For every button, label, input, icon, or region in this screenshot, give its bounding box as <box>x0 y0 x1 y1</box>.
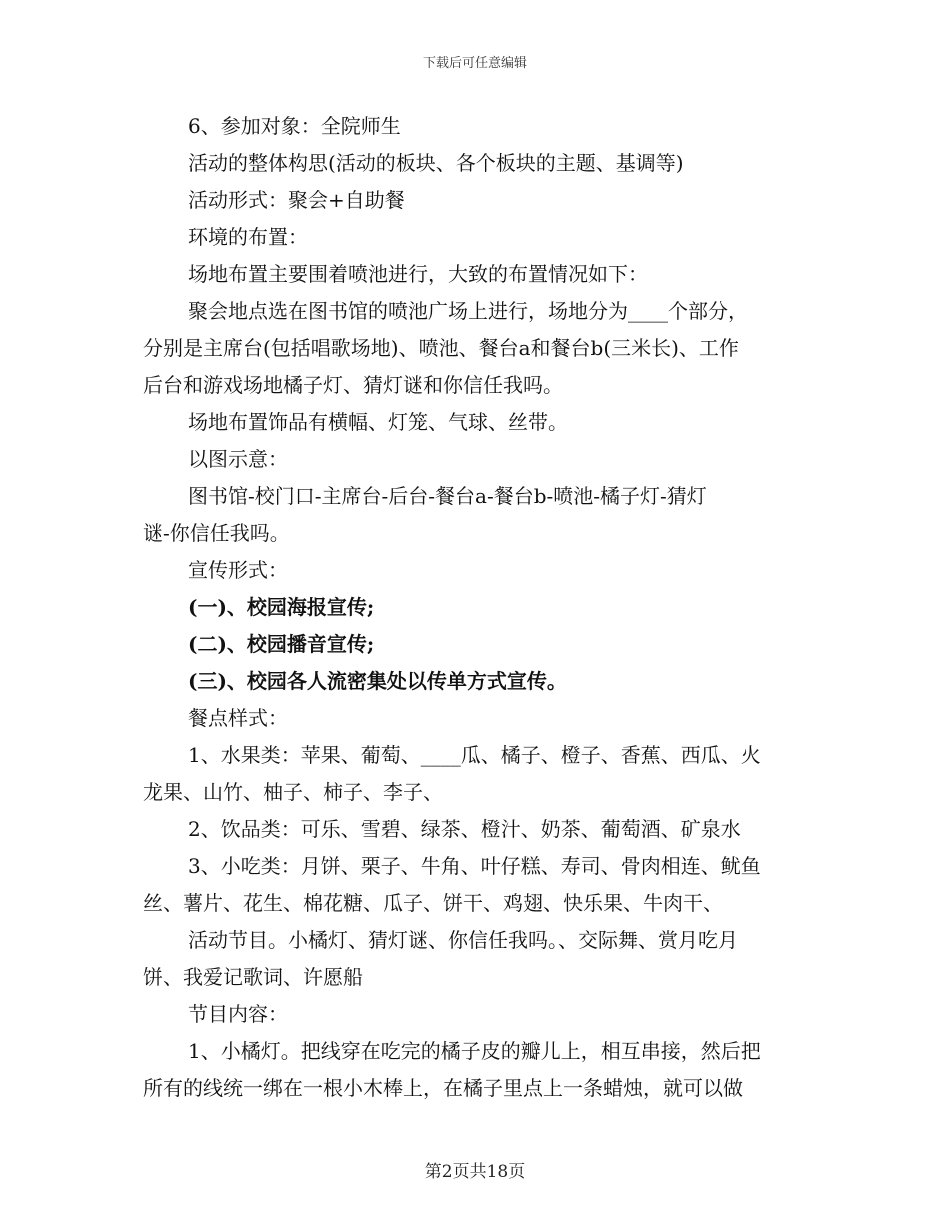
paragraph-line: 1、水果类：苹果、葡萄、____瓜、橘子、橙子、香蕉、西瓜、火 <box>188 743 761 767</box>
paragraph <box>143 145 811 182</box>
paragraph-line: 环境的布置： <box>188 225 308 249</box>
paragraph-line: 龙果、山竹、柚子、柿子、李子、 <box>143 780 443 804</box>
paragraph-line: 活动的整体构思(活动的板块、各个板块的主题、基调等) <box>188 151 684 175</box>
paragraph-line: 活动形式：聚会+自助餐 <box>188 188 405 212</box>
paragraph <box>143 626 811 663</box>
page-header: 下载后可任意编辑 <box>422 56 527 71</box>
paragraph-line: 场地布置饰品有横幅、灯笼、气球、丝带。 <box>188 410 568 434</box>
paragraph-line: 丝、薯片、花生、棉花糖、瓜子、饼干、鸡翅、快乐果、牛肉干、 <box>143 891 723 915</box>
paragraph-line: 所有的线统一绑在一根小木棒上，在橘子里点上一条蜡烛，就可以做 <box>143 1076 743 1100</box>
paragraph-line: 1、小橘灯。把线穿在吃完的橘子皮的瓣儿上，相互串接，然后把 <box>188 1039 761 1063</box>
paragraph-line: 活动节目。小橘灯、猜灯谜、你信任我吗。、交际舞、赏月吃月 <box>188 928 738 952</box>
paragraph-line: (一)、校园海报宣传; <box>188 595 375 619</box>
paragraph-line: (二)、校园播音宣传; <box>188 632 375 656</box>
document-body <box>143 108 811 1107</box>
paragraph-line: 后台和游戏场地橘子灯、猜灯谜和你信任我吗。 <box>143 373 563 397</box>
paragraph <box>143 256 811 293</box>
paragraph <box>143 589 811 626</box>
paragraph <box>143 182 811 219</box>
paragraph <box>143 219 811 256</box>
paragraph-line: 2、饮品类：可乐、雪碧、绿茶、橙汁、奶茶、葡萄酒、矿泉水 <box>188 817 741 841</box>
paragraph <box>143 552 811 589</box>
paragraph-line: 节目内容： <box>188 1002 288 1026</box>
paragraph-line: 场地布置主要围着喷池进行，大致的布置情况如下： <box>188 262 648 286</box>
paragraph-line: 聚会地点选在图书馆的喷池广场上进行，场地分为____个部分， <box>188 299 748 323</box>
paragraph-line: 以图示意： <box>188 447 288 471</box>
paragraph-line: 谜-你信任我吗。 <box>143 521 290 545</box>
paragraph-line: 6、参加对象：全院师生 <box>188 114 401 138</box>
paragraph <box>143 1033 811 1107</box>
page-footer: 第2页共18页 <box>424 1162 526 1182</box>
paragraph-line: 餐点样式： <box>188 706 288 730</box>
paragraph <box>143 108 811 145</box>
paragraph <box>143 922 811 996</box>
paragraph <box>143 404 811 441</box>
paragraph <box>143 293 811 404</box>
paragraph-line: (三)、校园各人流密集处以传单方式宣传。 <box>188 669 567 693</box>
paragraph <box>143 996 811 1033</box>
paragraph-line: 饼、我爱记歌词、许愿船 <box>143 965 363 989</box>
paragraph <box>143 700 811 737</box>
paragraph <box>143 663 811 700</box>
paragraph-line: 分别是主席台(包括唱歌场地)、喷池、餐台a和餐台b(三米长)、工作 <box>143 336 739 360</box>
paragraph <box>143 441 811 478</box>
paragraph <box>143 811 811 848</box>
paragraph <box>143 848 811 922</box>
paragraph-line: 宣传形式： <box>188 558 288 582</box>
paragraph-line: 3、小吃类：月饼、栗子、牛角、叶仔糕、寿司、骨肉相连、鱿鱼 <box>188 854 761 878</box>
paragraph-line: 图书馆-校门口-主席台-后台-餐台a-餐台b-喷池-橘子灯-猜灯 <box>188 484 707 508</box>
paragraph <box>143 737 811 811</box>
paragraph <box>143 478 811 552</box>
